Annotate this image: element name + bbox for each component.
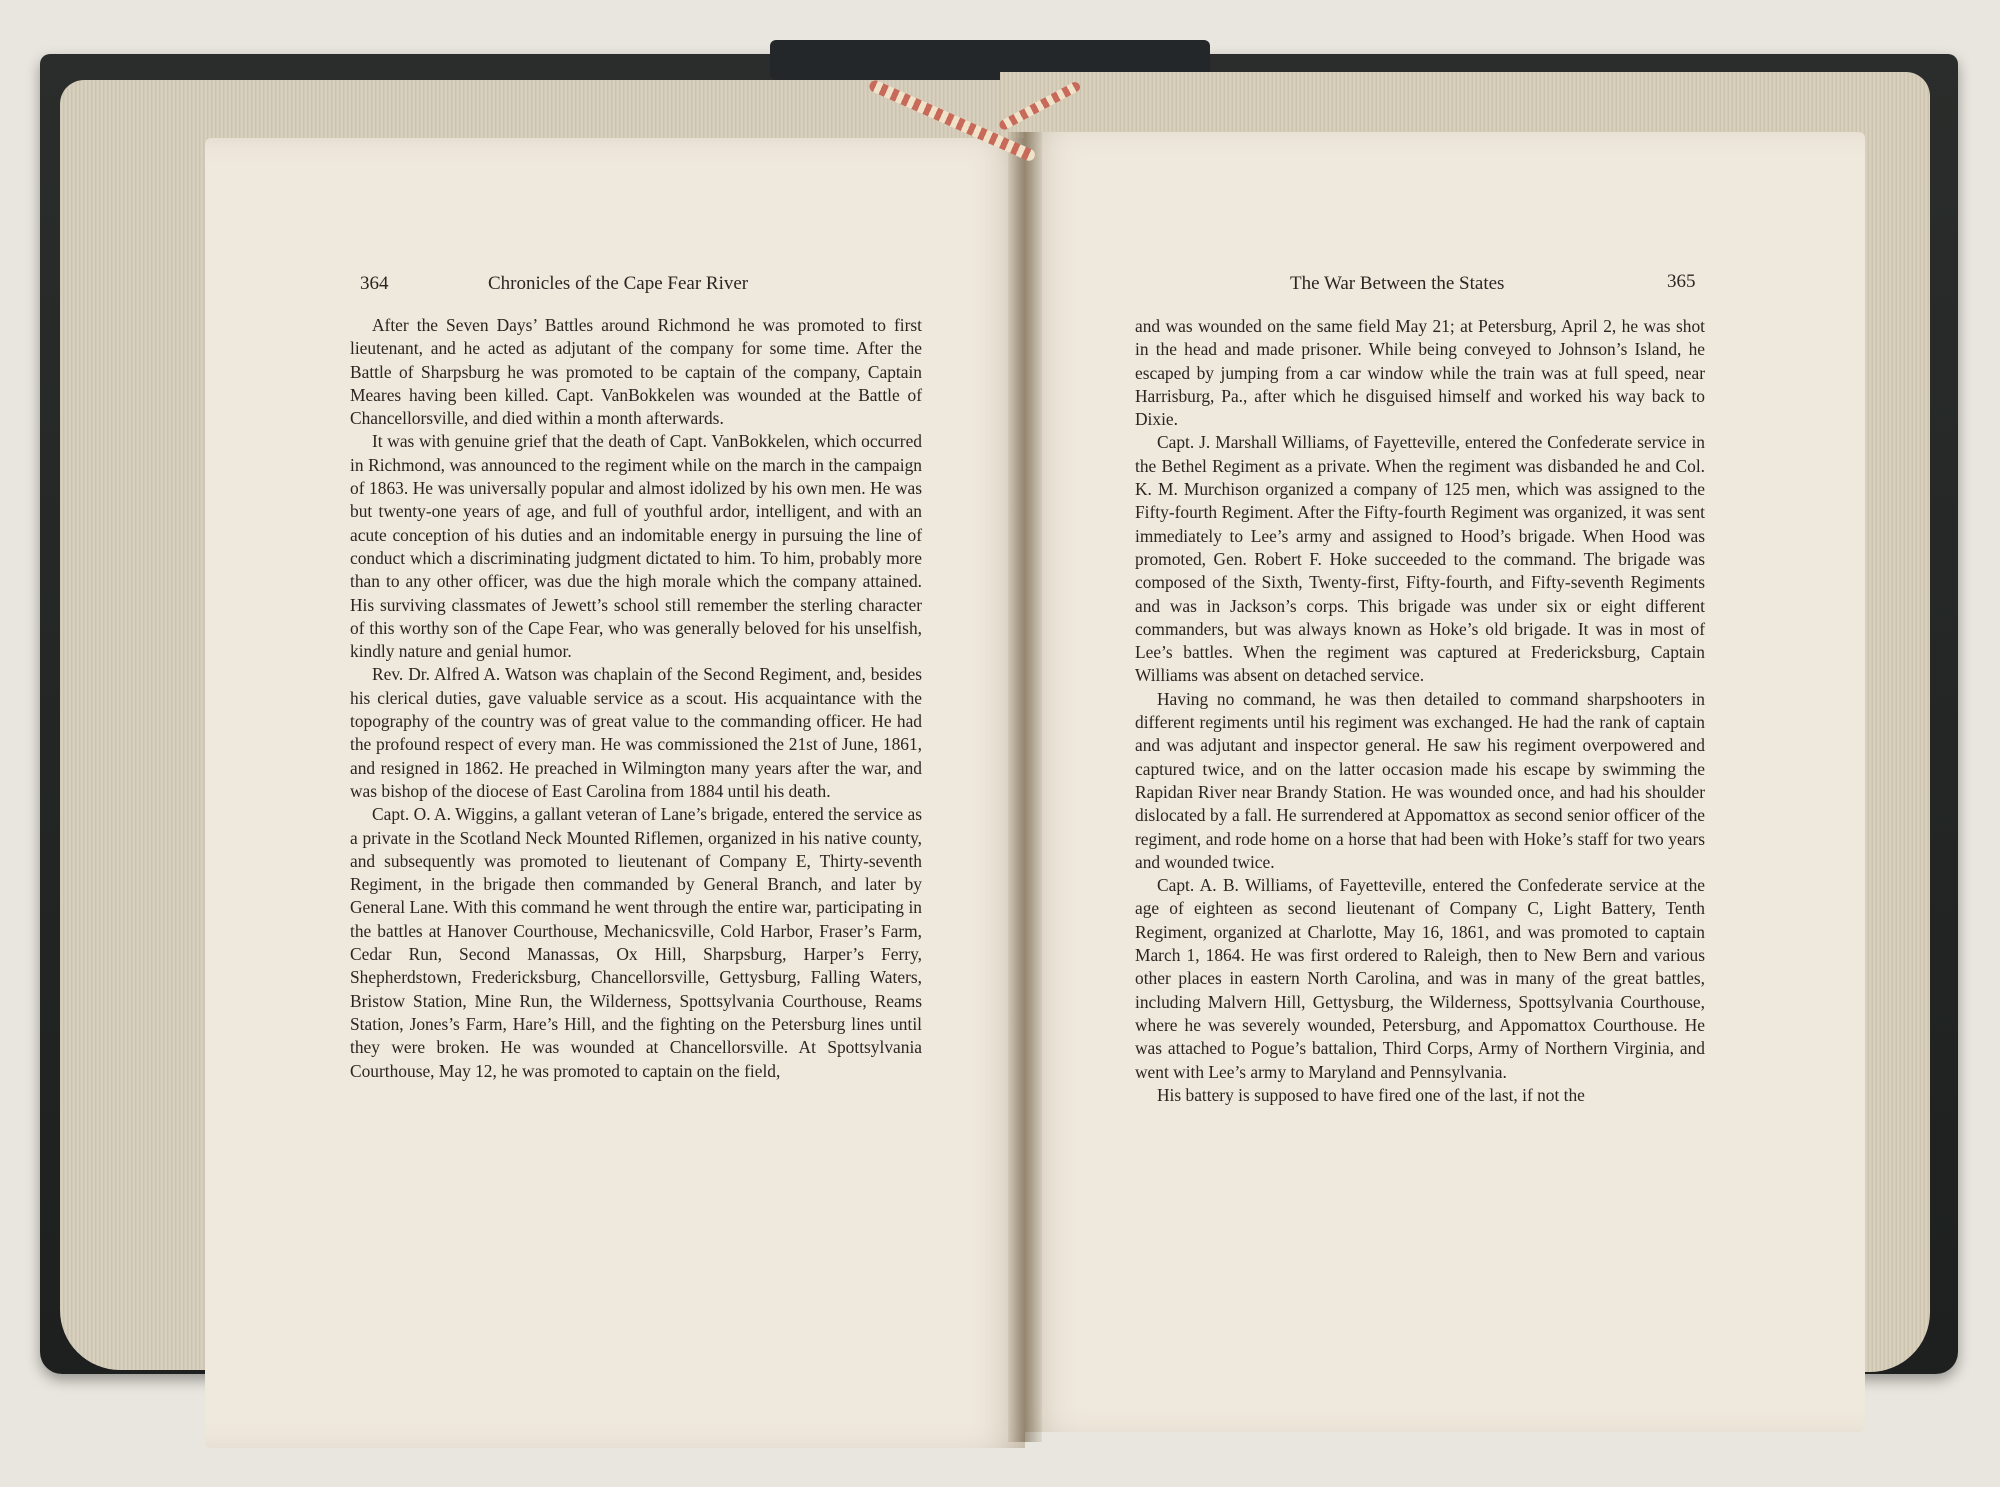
right-page-body xyxy=(1135,315,1705,1107)
right-paragraph-3: Having no command, he was then detailed to command sharpshooters in different regiments until his regiment was exchanged. He had the rank of captain and was adjutant and inspector general. He saw his regiment overpowered and captured twice, and on the latter occasion made his escape by swimming the Rapidan River near Brandy Station. He was wounded once, and had his shoulder dislocated by a fall. He surrendered at Appomattox as second senior officer of the regiment, and rode home on a horse that had been with Hoke’s staff for two years and wounded twice. xyxy=(1135,688,1705,872)
left-running-title: Chronicles of the Cape Fear River xyxy=(488,273,749,294)
left-paragraph-2: It was with genuine grief that the death of Capt. VanBokkelen, which occurred in Richmond, was announced to the regiment while on the march in the campaign of 1863. He was universally popular and almost idolized by his own men. He was but twenty-one years of age, and full of youthful ardor, intelligent, and with an acute conception of his duties and an indomitable energy in pursuing the line of conduct which a discriminating judgment dictated to him. To him, probably more than to any other officer, was due the high morale which the company attained. His surviving classmates of Jewett’s school still remember the sterling character of this worthy son of the Cape Fear, who was generally beloved for his unselfish, kindly nature and genial humor. xyxy=(350,431,922,662)
right-paragraph-4: Capt. A. B. Williams, of Fayetteville, entered the Confederate service at the age of eighteen as second lieutenant of Company C, Light Battery, Tenth Regiment, organized at Charlotte, May 16, 1861, and was promoted to captain March 1, 1864. He was first ordered to Raleigh, then to New Bern and various other places in eastern North Carolina, and was in many of the great battles, including Malvern Hill, Gettysburg, the Wilderness, Spottsylvania Courthouse, where he was severely wounded, Petersburg, and Appomattox Courthouse. He was attached to Pogue’s battalion, Third Corps, Army of Northern Virginia, and went with Lee’s army to Maryland and Pennsylvania. xyxy=(1135,875,1705,1082)
left-page-number: 364 xyxy=(360,273,389,294)
left-paragraph-4: Capt. O. A. Wiggins, a gallant veteran of Lane’s brigade, entered the service as a private in the Scotland Neck Mounted Riflemen, organized in his native county, and subsequently was promoted to lieutenant of Company E, Thirty-seventh Regiment, in the brigade then commanded by General Branch, and later by General Lane. With this command he went through the entire war, participating in the battles at Hanover Courthouse, Mechanicsville, Cold Harbor, Fraser’s Farm, Cedar Run, Second Manassas, Ox Hill, Sharpsburg, Harper’s Ferry, Shepherdstown, Fredericksburg, Chancellorsville, Gettysburg, Falling Waters, Bristow Station, Mine Run, the Wilderness, Spottsylvania Courthouse, Reams Station, Jones’s Farm, Hare’s Hill, and the fighting on the Petersburg lines until they were broken. He was wounded at Chancellorsville. At Spottsylvania Courthouse, May 12, he was promoted to captain on the field, xyxy=(350,804,922,1081)
right-paragraph-1: and was wounded on the same field May 21; at Petersburg, April 2, he was shot in the head and made prisoner. While being conveyed to Johnson’s Island, he escaped by jumping from a car window while the train was at full speed, near Harrisburg, Pa., after which he disguised himself and worked his way back to Dixie. xyxy=(1135,316,1705,430)
left-paragraph-1: After the Seven Days’ Battles around Richmond he was promoted to first lieutenant, and he acted as adjutant of the company for some time. After the Battle of Sharpsburg he was promoted to be captain of the company, Captain Meares having been killed. Capt. VanBokkelen was wounded at the Battle of Chancellorsville, and died within a month afterwards. xyxy=(350,315,922,429)
left-page-body xyxy=(350,314,922,1083)
right-running-title: The War Between the States xyxy=(1290,273,1505,294)
right-paragraph-5: His battery is supposed to have fired one of the last, if not the xyxy=(1157,1084,1585,1105)
right-page-number: 365 xyxy=(1667,271,1696,292)
left-paragraph-3: Rev. Dr. Alfred A. Watson was chaplain of the Second Regiment, and, besides his clerical duties, gave valuable service as a scout. His acquaintance with the topography of the country was of great value to the commanding officer. He had the profound respect of every man. He was commissioned the 21st of June, 1861, and resigned in 1862. He preached in Wilmington many years after the war, and was bishop of the diocese of East Carolina from 1884 until his death. xyxy=(350,664,922,801)
book-gutter xyxy=(1008,132,1042,1442)
right-paragraph-2: Capt. J. Marshall Williams, of Fayetteville, entered the Confederate service in the Bethel Regiment as a private. When the regiment was disbanded he and Col. K. M. Murchison organized a company of 125 men, which was assigned to the Fifty-fourth Regiment. After the Fifty-fourth Regiment was organized, it was sent immediately to Lee’s army and assigned to Hood’s brigade. When Hood was promoted, Gen. Robert F. Hoke succeeded to the command. The brigade was composed of the Sixth, Twenty-first, Fifty-fourth, and Fifty-seventh Regiments and was in Jackson’s corps. This brigade was under six or eight different commanders, but was always known as Hoke’s old brigade. It was in most of Lee’s battles. When the regiment was captured at Fredericksburg, Captain Williams was absent on detached service. xyxy=(1135,432,1705,686)
